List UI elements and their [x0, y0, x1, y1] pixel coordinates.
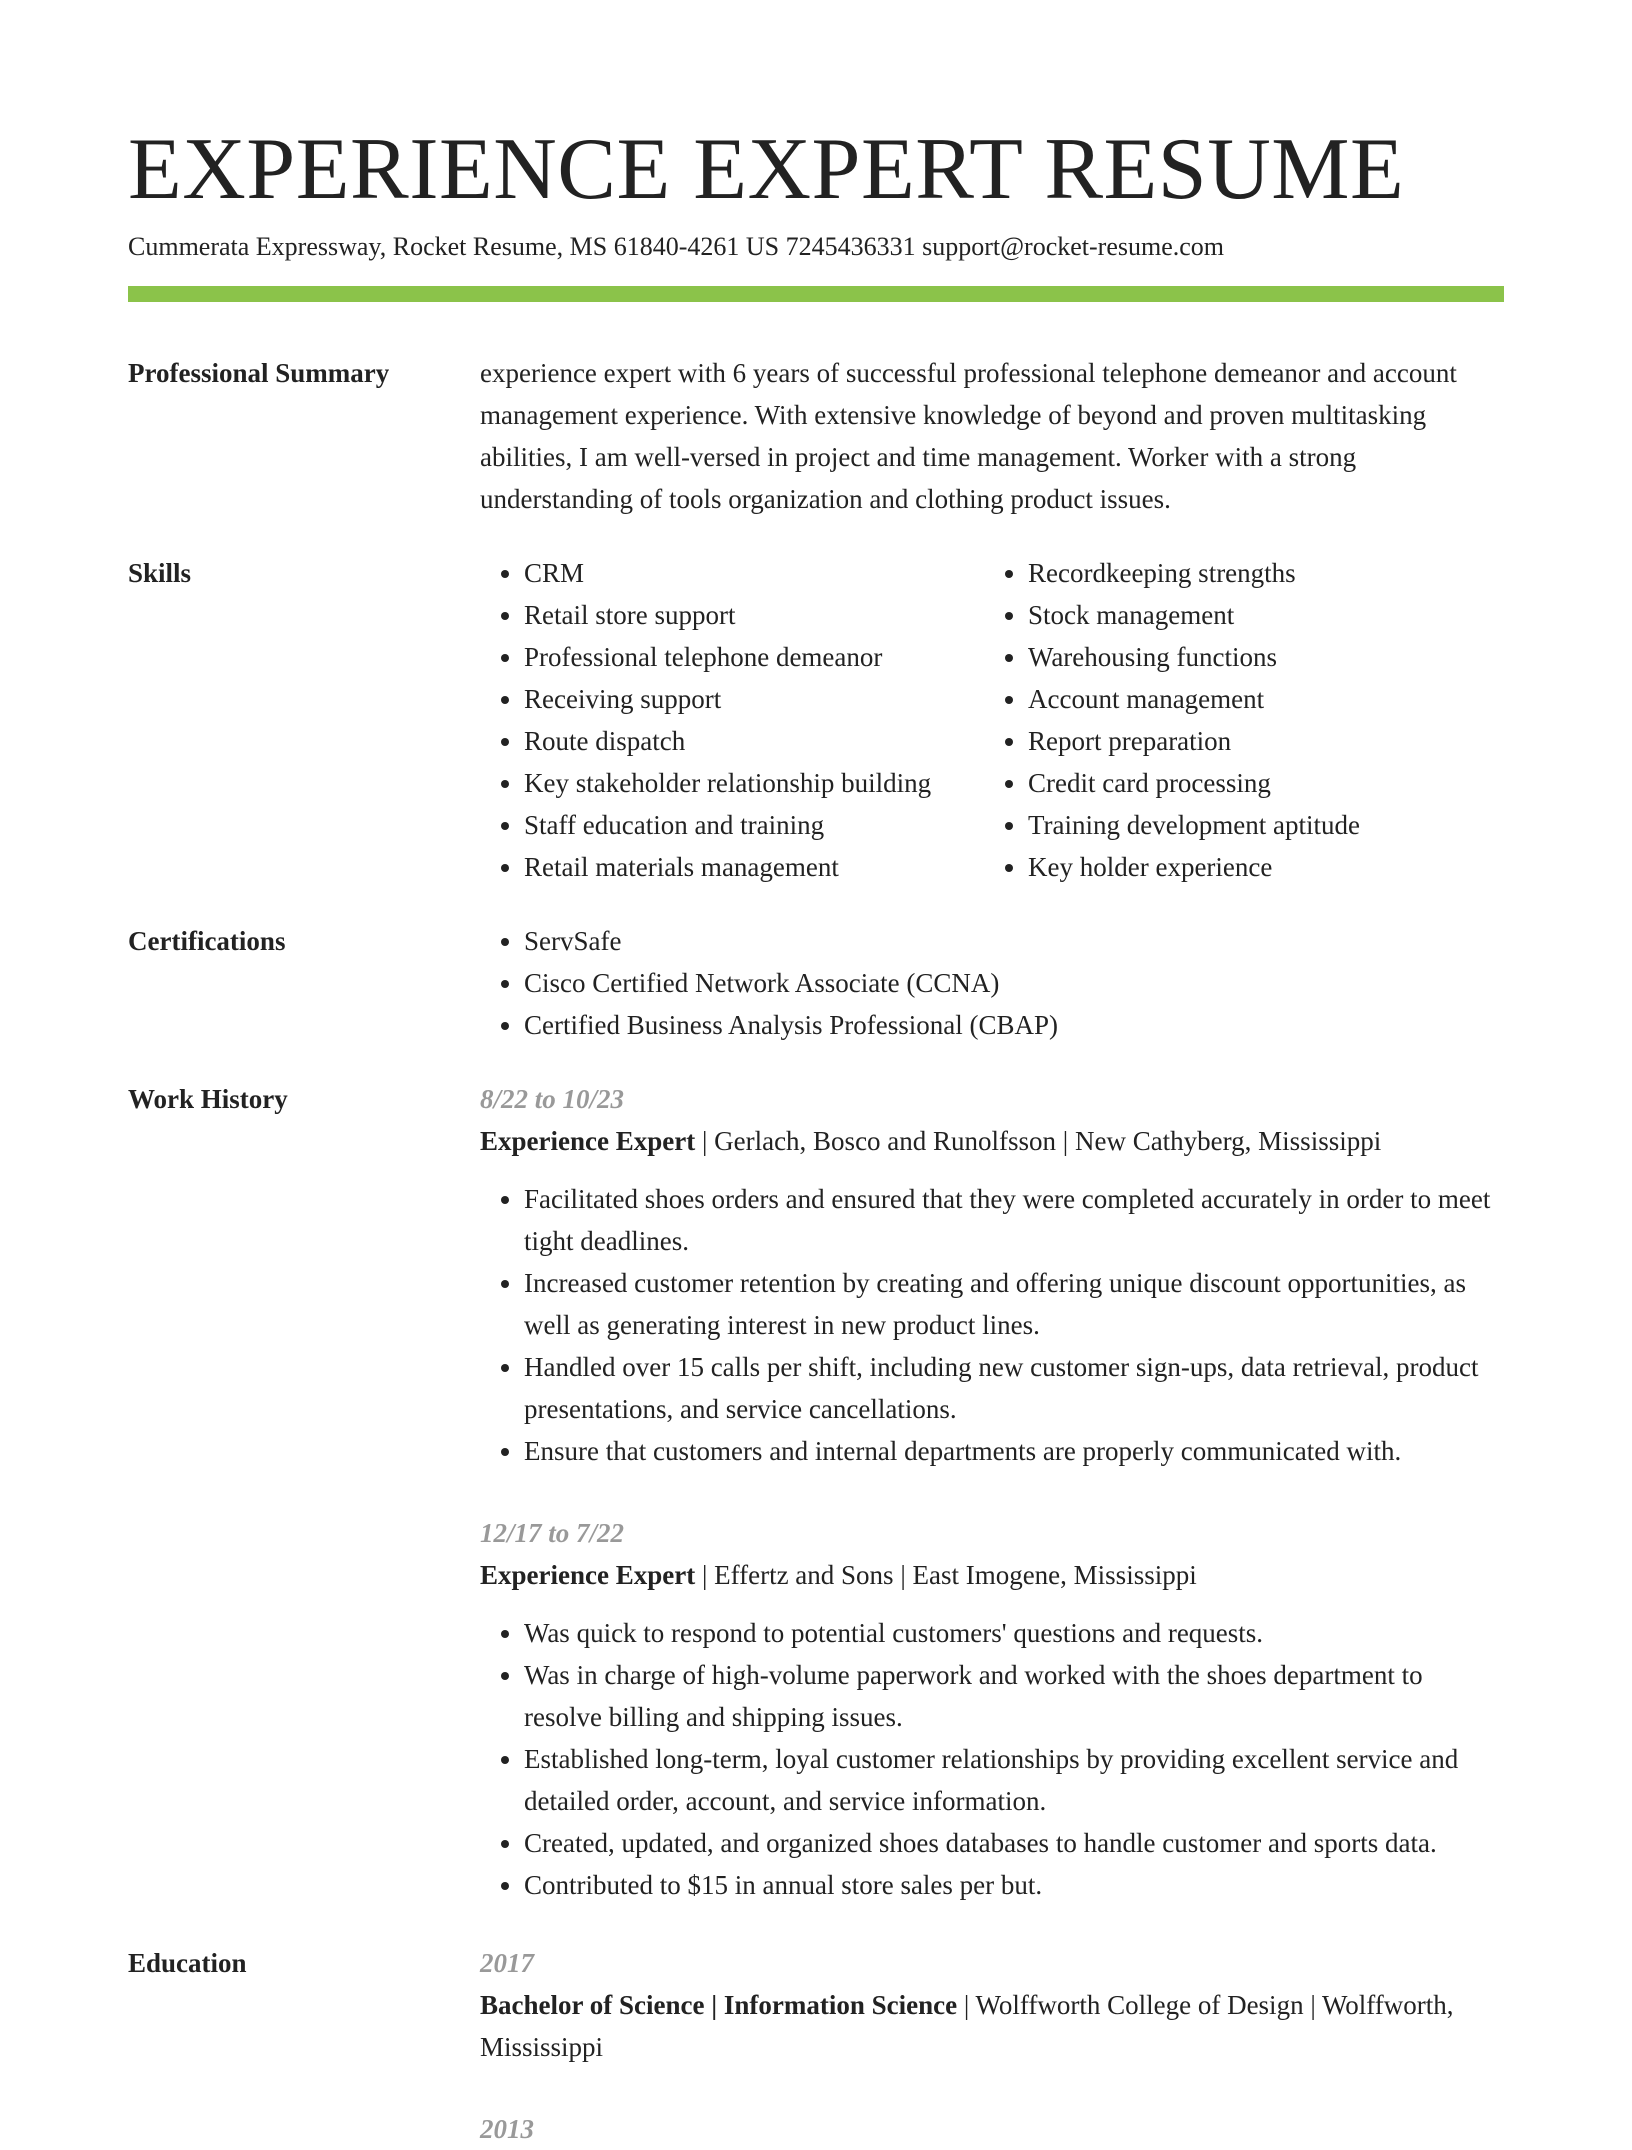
- education-degree: Bachelor of Science | Information Science: [480, 1990, 958, 2020]
- job-bullet: • Created, updated, and organized shoes databases to handle customer and sports data.: [524, 1822, 1504, 1864]
- skill-item: • Stock management: [1028, 594, 1548, 636]
- job-bullet: • Ensure that customers and internal departments are properly communicated with.: [524, 1430, 1504, 1472]
- job-title: Experience Expert: [480, 1126, 696, 1156]
- skill-item: • Key holder experience: [1028, 846, 1548, 888]
- job-role-line: [480, 1554, 1504, 1596]
- job-entry: [480, 1078, 1504, 1472]
- summary-section: [128, 352, 1504, 520]
- education-entry: [480, 1942, 1504, 2068]
- job-bullets: [480, 1178, 1504, 1472]
- work-history-section: [128, 1078, 1504, 1906]
- certifications-section: [128, 920, 1504, 1046]
- skill-item: • Report preparation: [1028, 720, 1548, 762]
- skill-item: • Key stakeholder relationship building: [524, 762, 984, 804]
- certifications-label: Certifications: [128, 926, 286, 956]
- job-bullet: • Increased customer retention by creating and offering unique discount opportunities, as well as generating interest in new product lines.: [524, 1262, 1504, 1346]
- job-bullets: [480, 1612, 1504, 1906]
- skill-item: • Credit card processing: [1028, 762, 1548, 804]
- skill-item: • Warehousing functions: [1028, 636, 1548, 678]
- education-label: Education: [128, 1948, 247, 1978]
- education-body: [480, 1942, 1504, 2150]
- job-bullet: • Was in charge of high-volume paperwork and worked with the shoes department to resolve billing and shipping issues.: [524, 1654, 1504, 1738]
- contact-line: Cummerata Expressway, Rocket Resume, MS 61840-4261 US 7245436331 support@rocket-resume.com: [128, 232, 1225, 261]
- work-history-body: [480, 1078, 1504, 1906]
- job-bullet: • Established long-term, loyal customer relationships by providing excellent service and detailed order, account, and service information.: [524, 1738, 1504, 1822]
- skill-item: • Professional telephone demeanor: [524, 636, 984, 678]
- certifications-list: [480, 920, 1504, 1046]
- skills-section: [128, 552, 1504, 888]
- skill-item: • Account management: [1028, 678, 1548, 720]
- education-school: | Wolffworth College of Design | Wolffworth, Mississippi: [480, 1990, 1454, 2062]
- job-role-line: [480, 1120, 1504, 1162]
- skill-item: • Training development aptitude: [1028, 804, 1548, 846]
- skill-item: • Receiving support: [524, 678, 984, 720]
- job-employer: | Gerlach, Bosco and Runolfsson | New Cathyberg, Mississippi: [695, 1126, 1382, 1156]
- skills-body: [480, 552, 1504, 888]
- job-title: Experience Expert: [480, 1560, 696, 1590]
- certification-item: • Cisco Certified Network Associate (CCNA): [524, 962, 1504, 1004]
- skill-item: • Staff education and training: [524, 804, 984, 846]
- job-bullet: • Contributed to $15 in annual store sales per but.: [524, 1864, 1504, 1906]
- education-entry: [480, 2108, 1504, 2150]
- skills-label: Skills: [128, 558, 192, 588]
- resume-page: [128, 0, 1504, 2150]
- job-bullet: • Facilitated shoes orders and ensured that they were completed accurately in order to meet tight deadlines.: [524, 1178, 1504, 1262]
- work-history-label: Work History: [128, 1084, 288, 1114]
- summary-label: Professional Summary: [128, 358, 390, 388]
- job-bullet: • Was quick to respond to potential customers' questions and requests.: [524, 1612, 1504, 1654]
- education-section: [128, 1942, 1504, 2150]
- certification-item: • ServSafe: [524, 920, 1504, 962]
- summary-text: experience expert with 6 years of successful professional telephone demeanor and account management experience. With extensive knowledge of beyond and proven multitasking abilities, I am well-versed in project and time management. Worker with a strong understanding of tools organization and clothing product issues.: [480, 358, 1457, 514]
- education-year: 2017: [480, 1948, 534, 1978]
- skill-item: • Retail materials management: [524, 846, 984, 888]
- resume-title: EXPERIENCE EXPERT RESUME: [128, 121, 1405, 218]
- skill-item: • Recordkeeping strengths: [1028, 552, 1548, 594]
- job-bullet: • Handled over 15 calls per shift, including new customer sign-ups, data retrieval, product presentations, and service cancellations.: [524, 1346, 1504, 1430]
- education-details: [480, 1984, 1504, 2068]
- header-divider: [128, 286, 1504, 302]
- certification-item: • Certified Business Analysis Professional (CBAP): [524, 1004, 1504, 1046]
- certifications-body: [480, 920, 1504, 1046]
- job-dates: 8/22 to 10/23: [480, 1084, 625, 1114]
- job-dates: 12/17 to 7/22: [480, 1518, 625, 1548]
- education-year: 2013: [480, 2114, 534, 2144]
- job-employer: | Effertz and Sons | East Imogene, Mississippi: [695, 1560, 1197, 1590]
- job-entry: [480, 1512, 1504, 1906]
- skills-list-right: [984, 552, 1548, 888]
- skills-list-left: [480, 552, 984, 888]
- skills-columns: [480, 552, 1504, 888]
- skill-item: • Route dispatch: [524, 720, 984, 762]
- skill-item: • Retail store support: [524, 594, 984, 636]
- skill-item: • CRM: [524, 552, 984, 594]
